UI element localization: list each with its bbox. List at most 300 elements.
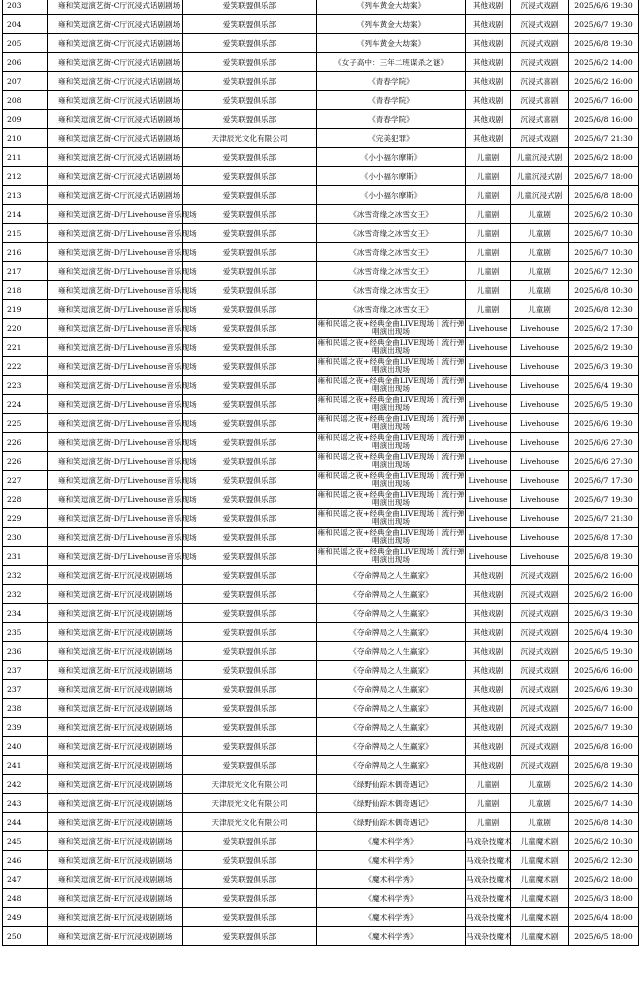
venue-cell: 雍和笑逗演艺街-D厅Livehouse音乐现场 xyxy=(48,528,183,547)
table-row xyxy=(3,338,639,357)
show-title-cell: 《小小福尔摩斯》 xyxy=(317,148,466,167)
show-title-cell: 《绿野仙踪木偶奇遇记》 xyxy=(317,813,466,832)
category-cell: 马戏杂技魔术 xyxy=(466,870,511,889)
show-title-cell: 《冰雪奇缘之冰雪女王》 xyxy=(317,262,466,281)
genre-cell: Livehouse xyxy=(511,414,569,433)
show-title-cell: 雍和民谣之夜+经典金曲LIVE现场｜流行弹唱演出现场 xyxy=(317,356,465,374)
category-cell: 其他戏剧 xyxy=(466,15,511,34)
table-row xyxy=(3,813,639,832)
table-row xyxy=(3,490,639,509)
datetime-cell: 2025/6/7 18:00 xyxy=(569,167,639,186)
table-row xyxy=(3,452,639,471)
row-number: 212 xyxy=(3,167,48,186)
datetime-cell: 2025/6/2 19:30 xyxy=(569,338,639,357)
genre-cell: 沉浸式戏剧 xyxy=(511,53,569,72)
venue-cell: 雍和笑逗演艺街-C厅沉浸式话剧剧场 xyxy=(48,129,183,148)
category-cell: 其他戏剧 xyxy=(466,585,511,604)
venue-cell: 雍和笑逗演艺街-E厅沉浸戏剧剧场 xyxy=(48,908,183,927)
venue-cell: 雍和笑逗演艺街-D厅Livehouse音乐现场 xyxy=(48,338,183,357)
genre-cell: 儿童魔术剧 xyxy=(511,889,569,908)
category-cell: 其他戏剧 xyxy=(466,680,511,699)
venue-cell: 雍和笑逗演艺街-D厅Livehouse音乐现场 xyxy=(48,395,183,414)
organizer-cell: 爱笑联盟俱乐部 xyxy=(183,452,317,471)
genre-cell: Livehouse xyxy=(511,452,569,471)
row-number: 203 xyxy=(3,0,48,15)
show-title-cell: 《夺命牌局之人生赢家》 xyxy=(317,699,466,718)
show-title-cell: 雍和民谣之夜+经典金曲LIVE现场｜流行弹唱演出现场 xyxy=(317,470,465,488)
venue-cell: 雍和笑逗演艺街-E厅沉浸戏剧剧场 xyxy=(48,680,183,699)
row-number: 207 xyxy=(3,72,48,91)
table-row xyxy=(3,927,639,946)
row-number: 232 xyxy=(3,566,48,585)
venue-cell: 雍和笑逗演艺街-C厅沉浸式话剧剧场 xyxy=(48,53,183,72)
show-title-cell: 雍和民谣之夜+经典金曲LIVE现场｜流行弹唱演出现场 xyxy=(317,375,465,393)
table-row xyxy=(3,737,639,756)
table-row xyxy=(3,471,639,490)
organizer-cell: 爱笑联盟俱乐部 xyxy=(183,262,317,281)
organizer-cell: 爱笑联盟俱乐部 xyxy=(183,243,317,262)
table-row xyxy=(3,34,639,53)
table-row xyxy=(3,414,639,433)
show-title-cell: 《冰雪奇缘之冰雪女王》 xyxy=(317,205,466,224)
table-row xyxy=(3,186,639,205)
category-cell: 儿童剧 xyxy=(466,243,511,262)
row-number: 230 xyxy=(3,528,48,547)
row-number: 214 xyxy=(3,205,48,224)
organizer-cell: 天津辰光文化有限公司 xyxy=(183,129,317,148)
venue-cell: 雍和笑逗演艺街-E厅沉浸戏剧剧场 xyxy=(48,851,183,870)
category-cell: 马戏杂技魔术 xyxy=(466,832,511,851)
venue-cell: 雍和笑逗演艺街-D厅Livehouse音乐现场 xyxy=(48,471,183,490)
show-title-cell: 雍和民谣之夜+经典金曲LIVE现场｜流行弹唱演出现场 xyxy=(317,546,465,564)
datetime-cell: 2025/6/7 17:30 xyxy=(569,471,639,490)
genre-cell: 儿童魔术剧 xyxy=(511,908,569,927)
organizer-cell: 爱笑联盟俱乐部 xyxy=(183,471,317,490)
genre-cell: Livehouse xyxy=(511,547,569,566)
category-cell: 其他戏剧 xyxy=(466,91,511,110)
category-cell: Livehouse xyxy=(466,528,511,547)
category-cell: 其他戏剧 xyxy=(466,72,511,91)
organizer-cell: 爱笑联盟俱乐部 xyxy=(183,433,317,452)
category-cell: 马戏杂技魔术 xyxy=(466,851,511,870)
organizer-cell: 爱笑联盟俱乐部 xyxy=(183,148,317,167)
show-title-cell: 《夺命牌局之人生赢家》 xyxy=(317,661,466,680)
genre-cell: 沉浸式喜剧 xyxy=(511,72,569,91)
datetime-cell: 2025/6/7 16:00 xyxy=(569,699,639,718)
venue-cell: 雍和笑逗演艺街-D厅Livehouse音乐现场 xyxy=(48,243,183,262)
category-cell: 儿童剧 xyxy=(466,205,511,224)
row-number: 215 xyxy=(3,224,48,243)
show-title-cell: 《魔术科学秀》 xyxy=(317,927,466,946)
category-cell: 儿童剧 xyxy=(466,167,511,186)
table-row xyxy=(3,642,639,661)
table-row xyxy=(3,433,639,452)
table-row xyxy=(3,718,639,737)
genre-cell: 沉浸式戏剧 xyxy=(511,718,569,737)
row-number: 249 xyxy=(3,908,48,927)
table-row xyxy=(3,528,639,547)
datetime-cell: 2025/6/3 18:00 xyxy=(569,889,639,908)
table-row xyxy=(3,319,639,338)
table-row xyxy=(3,680,639,699)
category-cell: Livehouse xyxy=(466,433,511,452)
table-row xyxy=(3,870,639,889)
genre-cell: 沉浸式戏剧 xyxy=(511,566,569,585)
organizer-cell: 爱笑联盟俱乐部 xyxy=(183,832,317,851)
show-title-cell: 《冰雪奇缘之冰雪女王》 xyxy=(317,300,466,319)
row-number: 206 xyxy=(3,53,48,72)
organizer-cell: 爱笑联盟俱乐部 xyxy=(183,528,317,547)
row-number: 226 xyxy=(3,452,48,471)
organizer-cell: 天津辰光文化有限公司 xyxy=(183,775,317,794)
genre-cell: 儿童魔术剧 xyxy=(511,870,569,889)
datetime-cell: 2025/6/2 14:30 xyxy=(569,775,639,794)
datetime-cell: 2025/6/5 19:30 xyxy=(569,395,639,414)
row-number: 227 xyxy=(3,471,48,490)
organizer-cell: 爱笑联盟俱乐部 xyxy=(183,908,317,927)
table-row xyxy=(3,148,639,167)
venue-cell: 雍和笑逗演艺街-C厅沉浸式话剧剧场 xyxy=(48,110,183,129)
genre-cell: 儿童剧 xyxy=(511,224,569,243)
venue-cell: 雍和笑逗演艺街-E厅沉浸戏剧剧场 xyxy=(48,737,183,756)
show-title-cell: 《绿野仙踪木偶奇遇记》 xyxy=(317,775,466,794)
organizer-cell: 爱笑联盟俱乐部 xyxy=(183,338,317,357)
row-number: 244 xyxy=(3,813,48,832)
row-number: 211 xyxy=(3,148,48,167)
table-row xyxy=(3,262,639,281)
venue-cell: 雍和笑逗演艺街-D厅Livehouse音乐现场 xyxy=(48,281,183,300)
genre-cell: 儿童剧 xyxy=(511,794,569,813)
genre-cell: 沉浸式喜剧 xyxy=(511,91,569,110)
genre-cell: 沉浸式戏剧 xyxy=(511,585,569,604)
show-title-cell: 雍和民谣之夜+经典金曲LIVE现场｜流行弹唱演出现场 xyxy=(317,394,465,412)
genre-cell: 儿童沉浸式剧 xyxy=(511,148,569,167)
organizer-cell: 爱笑联盟俱乐部 xyxy=(183,72,317,91)
venue-cell: 雍和笑逗演艺街-E厅沉浸戏剧剧场 xyxy=(48,566,183,585)
organizer-cell: 爱笑联盟俱乐部 xyxy=(183,889,317,908)
organizer-cell: 爱笑联盟俱乐部 xyxy=(183,566,317,585)
datetime-cell: 2025/6/5 18:00 xyxy=(569,927,639,946)
genre-cell: Livehouse xyxy=(511,319,569,338)
show-title-cell: 《魔术科学秀》 xyxy=(317,870,466,889)
row-number: 221 xyxy=(3,338,48,357)
venue-cell: 雍和笑逗演艺街-C厅沉浸式话剧剧场 xyxy=(48,186,183,205)
genre-cell: Livehouse xyxy=(511,338,569,357)
row-number: 228 xyxy=(3,490,48,509)
organizer-cell: 爱笑联盟俱乐部 xyxy=(183,870,317,889)
row-number: 239 xyxy=(3,718,48,737)
genre-cell: 沉浸式戏剧 xyxy=(511,129,569,148)
row-number: 250 xyxy=(3,927,48,946)
organizer-cell: 爱笑联盟俱乐部 xyxy=(183,509,317,528)
category-cell: 其他戏剧 xyxy=(466,699,511,718)
organizer-cell: 爱笑联盟俱乐部 xyxy=(183,737,317,756)
organizer-cell: 爱笑联盟俱乐部 xyxy=(183,699,317,718)
venue-cell: 雍和笑逗演艺街-E厅沉浸戏剧剧场 xyxy=(48,832,183,851)
row-number: 220 xyxy=(3,319,48,338)
show-title-cell: 《冰雪奇缘之冰雪女王》 xyxy=(317,243,466,262)
datetime-cell: 2025/6/6 27:30 xyxy=(569,433,639,452)
row-number: 210 xyxy=(3,129,48,148)
table-row xyxy=(3,509,639,528)
category-cell: 儿童剧 xyxy=(466,794,511,813)
venue-cell: 雍和笑逗演艺街-C厅沉浸式话剧剧场 xyxy=(48,167,183,186)
datetime-cell: 2025/6/6 19:30 xyxy=(569,0,639,15)
venue-cell: 雍和笑逗演艺街-D厅Livehouse音乐现场 xyxy=(48,300,183,319)
organizer-cell: 爱笑联盟俱乐部 xyxy=(183,395,317,414)
venue-cell: 雍和笑逗演艺街-C厅沉浸式话剧剧场 xyxy=(48,0,183,15)
show-title-cell: 《青春学院》 xyxy=(317,72,466,91)
organizer-cell: 爱笑联盟俱乐部 xyxy=(183,756,317,775)
table-row xyxy=(3,376,639,395)
organizer-cell: 爱笑联盟俱乐部 xyxy=(183,205,317,224)
datetime-cell: 2025/6/7 14:30 xyxy=(569,794,639,813)
organizer-cell: 爱笑联盟俱乐部 xyxy=(183,718,317,737)
table-row xyxy=(3,15,639,34)
row-number: 209 xyxy=(3,110,48,129)
organizer-cell: 爱笑联盟俱乐部 xyxy=(183,110,317,129)
row-number: 236 xyxy=(3,642,48,661)
datetime-cell: 2025/6/4 19:30 xyxy=(569,623,639,642)
genre-cell: 沉浸式戏剧 xyxy=(511,604,569,623)
genre-cell: 儿童剧 xyxy=(511,775,569,794)
show-title-cell: 雍和民谣之夜+经典金曲LIVE现场｜流行弹唱演出现场 xyxy=(317,451,465,469)
row-number: 222 xyxy=(3,357,48,376)
show-title-cell: 《魔术科学秀》 xyxy=(317,832,466,851)
organizer-cell: 爱笑联盟俱乐部 xyxy=(183,319,317,338)
organizer-cell: 爱笑联盟俱乐部 xyxy=(183,604,317,623)
row-number: 225 xyxy=(3,414,48,433)
show-title-cell: 《夺命牌局之人生赢家》 xyxy=(317,623,466,642)
venue-cell: 雍和笑逗演艺街-D厅Livehouse音乐现场 xyxy=(48,224,183,243)
category-cell: 马戏杂技魔术 xyxy=(466,908,511,927)
datetime-cell: 2025/6/8 17:30 xyxy=(569,528,639,547)
venue-cell: 雍和笑逗演艺街-E厅沉浸戏剧剧场 xyxy=(48,718,183,737)
venue-cell: 雍和笑逗演艺街-D厅Livehouse音乐现场 xyxy=(48,490,183,509)
show-title-cell: 《冰雪奇缘之冰雪女王》 xyxy=(317,281,466,300)
datetime-cell: 2025/6/2 16:00 xyxy=(569,585,639,604)
table-row xyxy=(3,775,639,794)
show-title-cell: 《夺命牌局之人生赢家》 xyxy=(317,642,466,661)
category-cell: Livehouse xyxy=(466,471,511,490)
category-cell: 其他戏剧 xyxy=(466,642,511,661)
show-title-cell: 《青春学院》 xyxy=(317,110,466,129)
venue-cell: 雍和笑逗演艺街-D厅Livehouse音乐现场 xyxy=(48,414,183,433)
datetime-cell: 2025/6/8 19:30 xyxy=(569,547,639,566)
table-row xyxy=(3,72,639,91)
venue-cell: 雍和笑逗演艺街-D厅Livehouse音乐现场 xyxy=(48,452,183,471)
show-title-cell: 《夺命牌局之人生赢家》 xyxy=(317,585,466,604)
table-row xyxy=(3,889,639,908)
organizer-cell: 爱笑联盟俱乐部 xyxy=(183,547,317,566)
venue-cell: 雍和笑逗演艺街-E厅沉浸戏剧剧场 xyxy=(48,889,183,908)
table-row xyxy=(3,110,639,129)
row-number: 246 xyxy=(3,851,48,870)
table-row xyxy=(3,281,639,300)
genre-cell: Livehouse xyxy=(511,376,569,395)
category-cell: 儿童剧 xyxy=(466,186,511,205)
genre-cell: 沉浸式戏剧 xyxy=(511,737,569,756)
show-title-cell: 《夺命牌局之人生赢家》 xyxy=(317,756,466,775)
genre-cell: Livehouse xyxy=(511,509,569,528)
datetime-cell: 2025/6/2 14:00 xyxy=(569,53,639,72)
genre-cell: 沉浸式戏剧 xyxy=(511,623,569,642)
category-cell: Livehouse xyxy=(466,357,511,376)
category-cell: 儿童剧 xyxy=(466,813,511,832)
datetime-cell: 2025/6/2 12:30 xyxy=(569,851,639,870)
venue-cell: 雍和笑逗演艺街-E厅沉浸戏剧剧场 xyxy=(48,775,183,794)
venue-cell: 雍和笑逗演艺街-D厅Livehouse音乐现场 xyxy=(48,205,183,224)
datetime-cell: 2025/6/7 21:30 xyxy=(569,129,639,148)
show-title-cell: 《夺命牌局之人生赢家》 xyxy=(317,604,466,623)
datetime-cell: 2025/6/8 12:30 xyxy=(569,300,639,319)
show-title-cell: 《魔术科学秀》 xyxy=(317,908,466,927)
organizer-cell: 天津辰光文化有限公司 xyxy=(183,813,317,832)
organizer-cell: 爱笑联盟俱乐部 xyxy=(183,0,317,15)
organizer-cell: 爱笑联盟俱乐部 xyxy=(183,186,317,205)
show-title-cell: 《夺命牌局之人生赢家》 xyxy=(317,680,466,699)
category-cell: Livehouse xyxy=(466,376,511,395)
row-number: 217 xyxy=(3,262,48,281)
datetime-cell: 2025/6/4 19:30 xyxy=(569,376,639,395)
venue-cell: 雍和笑逗演艺街-D厅Livehouse音乐现场 xyxy=(48,433,183,452)
table-row xyxy=(3,547,639,566)
table-row xyxy=(3,851,639,870)
show-title-cell: 《夺命牌局之人生赢家》 xyxy=(317,718,466,737)
show-title-cell: 雍和民谣之夜+经典金曲LIVE现场｜流行弹唱演出现场 xyxy=(317,413,465,431)
category-cell: 其他戏剧 xyxy=(466,737,511,756)
datetime-cell: 2025/6/2 18:00 xyxy=(569,870,639,889)
genre-cell: 儿童剧 xyxy=(511,300,569,319)
venue-cell: 雍和笑逗演艺街-E厅沉浸戏剧剧场 xyxy=(48,642,183,661)
row-number: 232 xyxy=(3,585,48,604)
genre-cell: Livehouse xyxy=(511,471,569,490)
row-number: 237 xyxy=(3,661,48,680)
show-title-cell: 《魔术科学秀》 xyxy=(317,889,466,908)
datetime-cell: 2025/6/2 18:00 xyxy=(569,148,639,167)
table-row xyxy=(3,205,639,224)
table-row xyxy=(3,623,639,642)
venue-cell: 雍和笑逗演艺街-E厅沉浸戏剧剧场 xyxy=(48,756,183,775)
organizer-cell: 爱笑联盟俱乐部 xyxy=(183,927,317,946)
datetime-cell: 2025/6/7 19:30 xyxy=(569,718,639,737)
datetime-cell: 2025/6/8 14:30 xyxy=(569,813,639,832)
venue-cell: 雍和笑逗演艺街-D厅Livehouse音乐现场 xyxy=(48,509,183,528)
venue-cell: 雍和笑逗演艺街-E厅沉浸戏剧剧场 xyxy=(48,870,183,889)
show-title-cell: 《列车黄金大劫案》 xyxy=(317,34,466,53)
show-title-cell: 《夺命牌局之人生赢家》 xyxy=(317,737,466,756)
table-row xyxy=(3,756,639,775)
datetime-cell: 2025/6/8 19:30 xyxy=(569,34,639,53)
category-cell: 儿童剧 xyxy=(466,262,511,281)
genre-cell: 儿童剧 xyxy=(511,281,569,300)
genre-cell: 沉浸式戏剧 xyxy=(511,0,569,15)
row-number: 245 xyxy=(3,832,48,851)
row-number: 218 xyxy=(3,281,48,300)
show-title-cell: 《魔术科学秀》 xyxy=(317,851,466,870)
venue-cell: 雍和笑逗演艺街-E厅沉浸戏剧剧场 xyxy=(48,699,183,718)
category-cell: Livehouse xyxy=(466,338,511,357)
datetime-cell: 2025/6/6 19:30 xyxy=(569,680,639,699)
table-row xyxy=(3,585,639,604)
organizer-cell: 爱笑联盟俱乐部 xyxy=(183,91,317,110)
datetime-cell: 2025/6/2 10:30 xyxy=(569,832,639,851)
category-cell: Livehouse xyxy=(466,319,511,338)
category-cell: 其他戏剧 xyxy=(466,718,511,737)
category-cell: 儿童剧 xyxy=(466,775,511,794)
venue-cell: 雍和笑逗演艺街-C厅沉浸式话剧剧场 xyxy=(48,148,183,167)
show-title-cell: 《冰雪奇缘之冰雪女王》 xyxy=(317,224,466,243)
datetime-cell: 2025/6/7 19:30 xyxy=(569,15,639,34)
organizer-cell: 爱笑联盟俱乐部 xyxy=(183,585,317,604)
category-cell: 其他戏剧 xyxy=(466,604,511,623)
genre-cell: 沉浸式喜剧 xyxy=(511,110,569,129)
category-cell: 其他戏剧 xyxy=(466,53,511,72)
genre-cell: 沉浸式戏剧 xyxy=(511,756,569,775)
table-row xyxy=(3,91,639,110)
datetime-cell: 2025/6/6 27:30 xyxy=(569,452,639,471)
datetime-cell: 2025/6/4 18:00 xyxy=(569,908,639,927)
venue-cell: 雍和笑逗演艺街-E厅沉浸戏剧剧场 xyxy=(48,623,183,642)
datetime-cell: 2025/6/2 16:00 xyxy=(569,72,639,91)
datetime-cell: 2025/6/5 19:30 xyxy=(569,642,639,661)
row-number: 235 xyxy=(3,623,48,642)
organizer-cell: 爱笑联盟俱乐部 xyxy=(183,300,317,319)
table-row xyxy=(3,832,639,851)
table-row xyxy=(3,604,639,623)
organizer-cell: 爱笑联盟俱乐部 xyxy=(183,15,317,34)
datetime-cell: 2025/6/8 16:00 xyxy=(569,110,639,129)
datetime-cell: 2025/6/2 16:00 xyxy=(569,566,639,585)
category-cell: Livehouse xyxy=(466,547,511,566)
table-row xyxy=(3,395,639,414)
show-title-cell: 雍和民谣之夜+经典金曲LIVE现场｜流行弹唱演出现场 xyxy=(317,527,465,545)
row-number: 247 xyxy=(3,870,48,889)
venue-cell: 雍和笑逗演艺街-E厅沉浸戏剧剧场 xyxy=(48,604,183,623)
datetime-cell: 2025/6/8 10:30 xyxy=(569,281,639,300)
genre-cell: Livehouse xyxy=(511,490,569,509)
row-number: 242 xyxy=(3,775,48,794)
row-number: 208 xyxy=(3,91,48,110)
organizer-cell: 爱笑联盟俱乐部 xyxy=(183,642,317,661)
row-number: 226 xyxy=(3,433,48,452)
row-number: 216 xyxy=(3,243,48,262)
venue-cell: 雍和笑逗演艺街-D厅Livehouse音乐现场 xyxy=(48,357,183,376)
datetime-cell: 2025/6/7 10:30 xyxy=(569,243,639,262)
venue-cell: 雍和笑逗演艺街-E厅沉浸戏剧剧场 xyxy=(48,794,183,813)
category-cell: 儿童剧 xyxy=(466,281,511,300)
table-row xyxy=(3,0,639,15)
organizer-cell: 爱笑联盟俱乐部 xyxy=(183,376,317,395)
datetime-cell: 2025/6/7 19:30 xyxy=(569,490,639,509)
table-row xyxy=(3,661,639,680)
category-cell: Livehouse xyxy=(466,509,511,528)
category-cell: Livehouse xyxy=(466,395,511,414)
row-number: 231 xyxy=(3,547,48,566)
table-row xyxy=(3,243,639,262)
venue-cell: 雍和笑逗演艺街-C厅沉浸式话剧剧场 xyxy=(48,72,183,91)
show-title-cell: 《夺命牌局之人生赢家》 xyxy=(317,566,466,585)
genre-cell: 儿童沉浸式剧 xyxy=(511,167,569,186)
organizer-cell: 爱笑联盟俱乐部 xyxy=(183,661,317,680)
genre-cell: Livehouse xyxy=(511,433,569,452)
genre-cell: 儿童剧 xyxy=(511,205,569,224)
venue-cell: 雍和笑逗演艺街-E厅沉浸戏剧剧场 xyxy=(48,927,183,946)
row-number: 205 xyxy=(3,34,48,53)
organizer-cell: 爱笑联盟俱乐部 xyxy=(183,851,317,870)
row-number: 213 xyxy=(3,186,48,205)
venue-cell: 雍和笑逗演艺街-D厅Livehouse音乐现场 xyxy=(48,547,183,566)
